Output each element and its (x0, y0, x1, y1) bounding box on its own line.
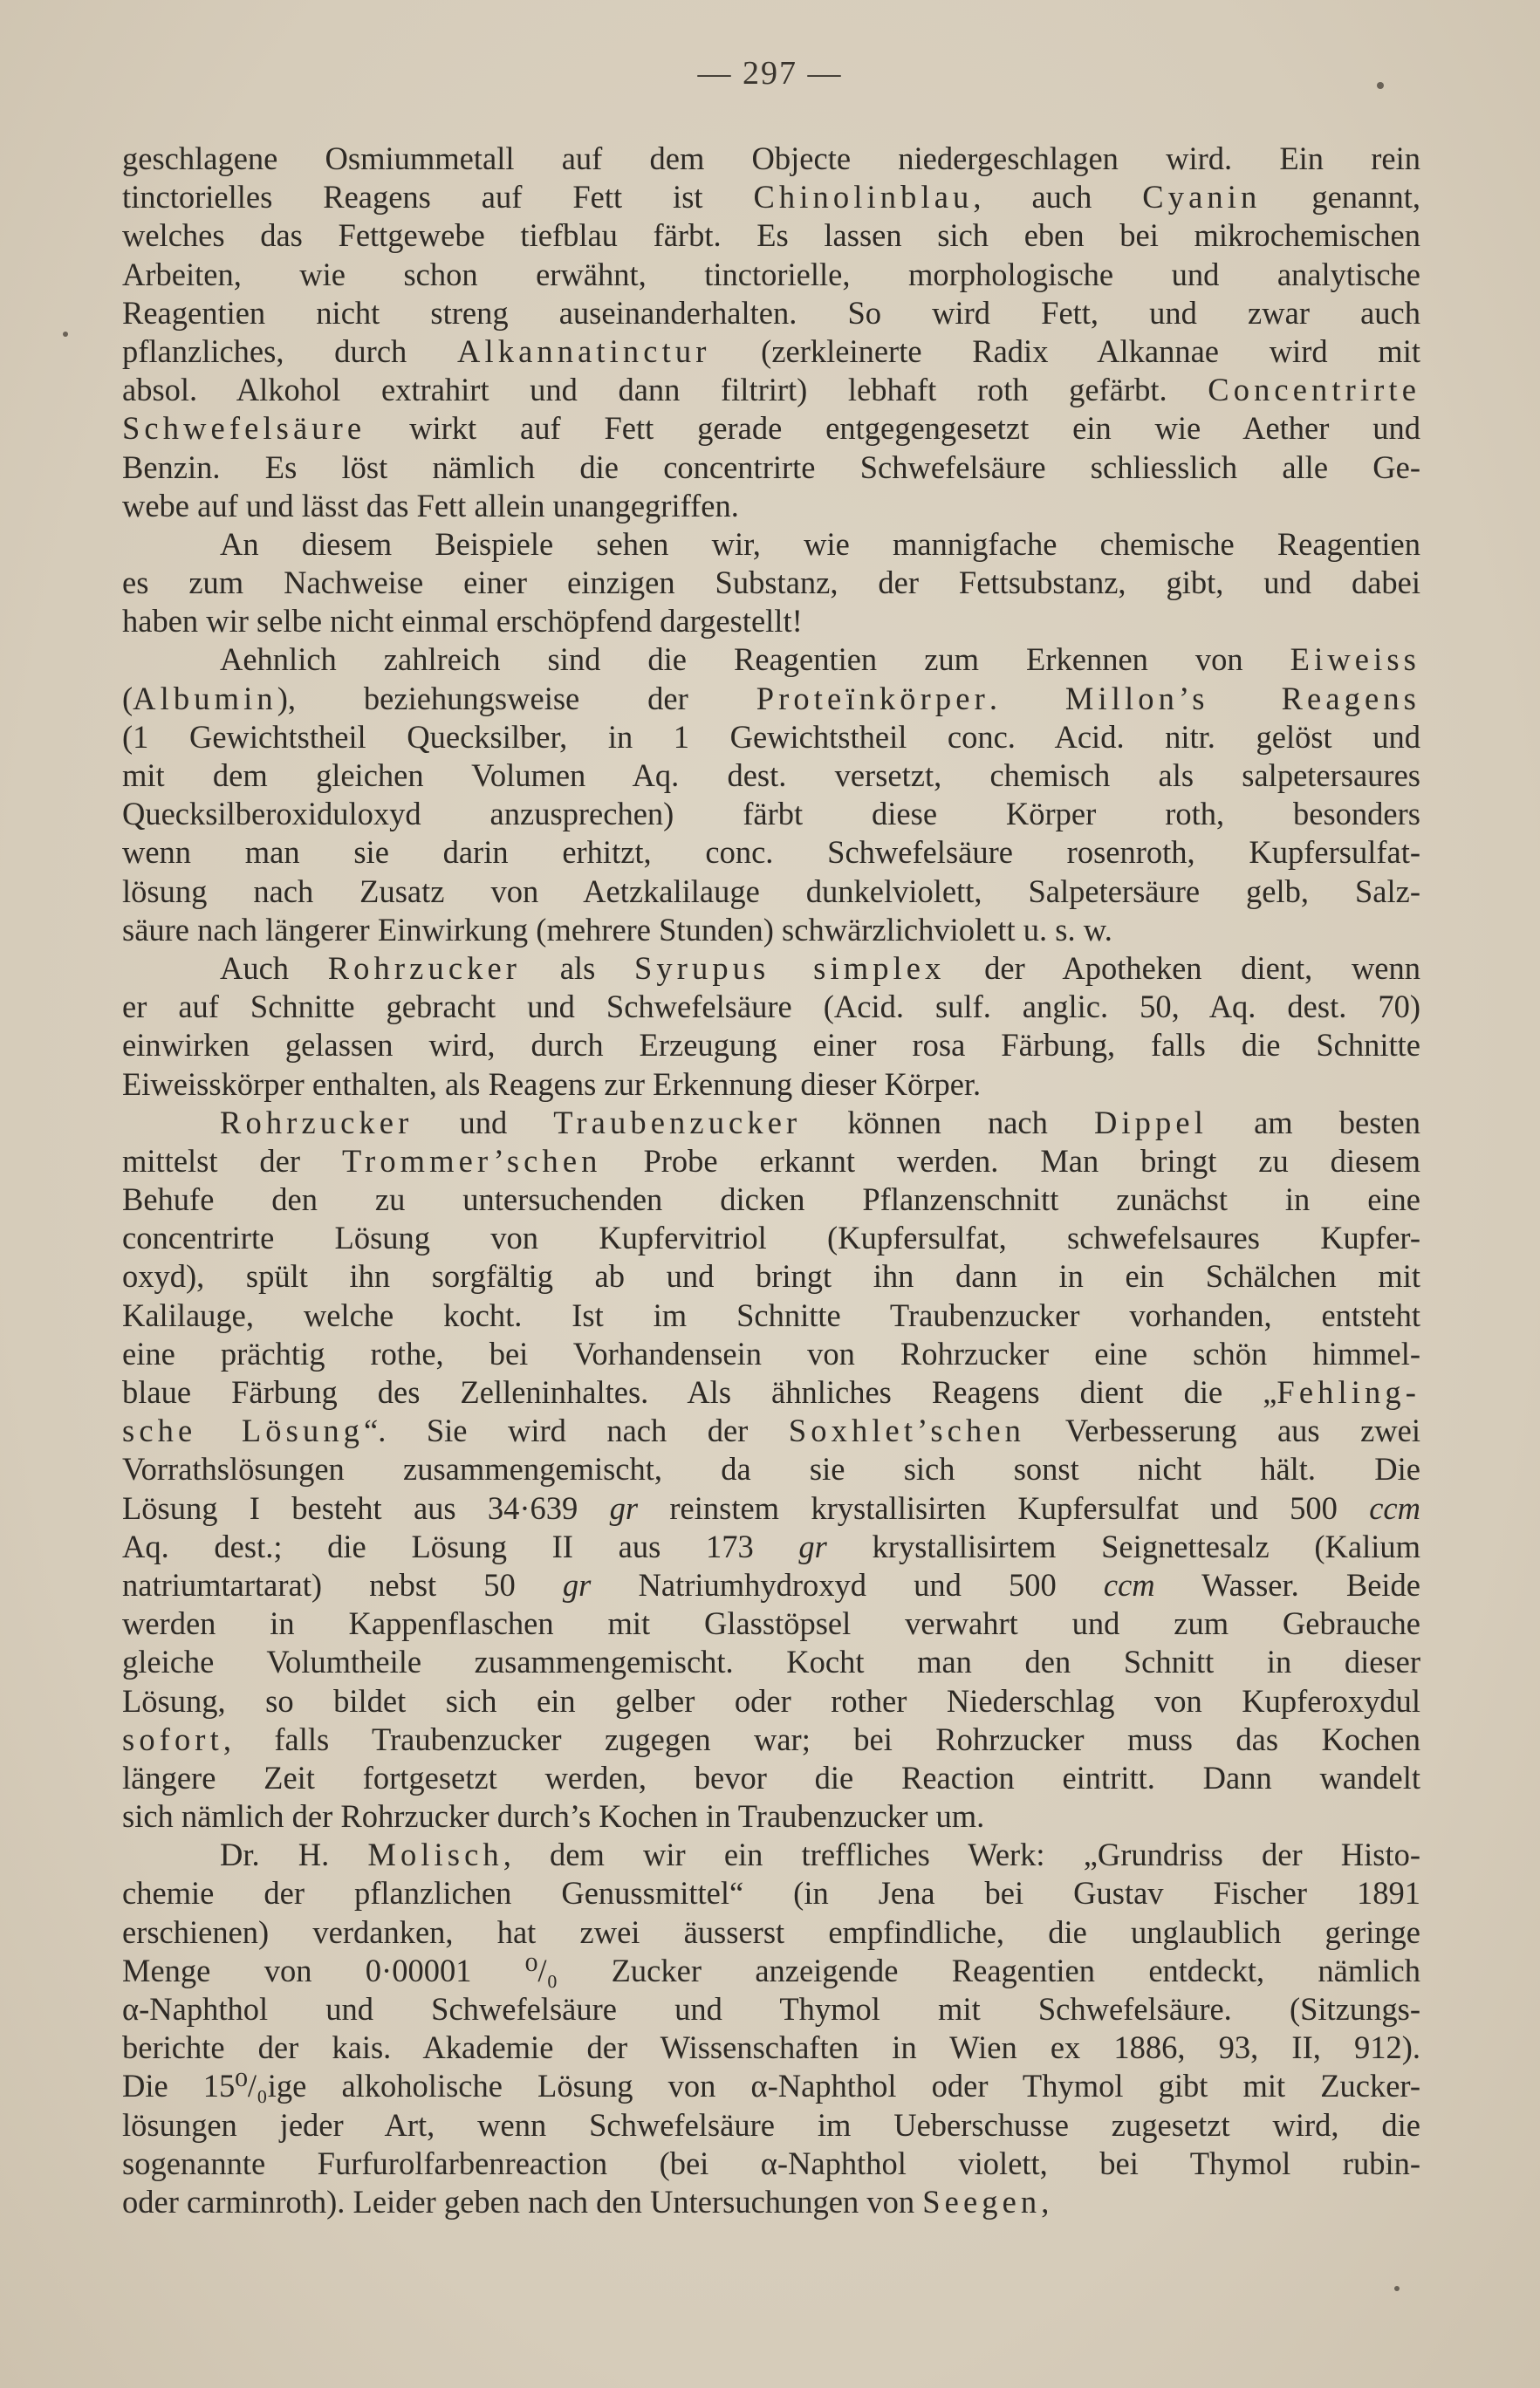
text-line (122, 178, 1420, 216)
text-run: Vorrathslösungen zusammengemischt, da sie sich sonst nicht hält. Die (122, 1451, 1420, 1488)
text-run: gleiche Volumtheile zusammengemischt. Kocht man den Schnitt in dieser (122, 1644, 1420, 1680)
text-run: längere Zeit fortgesetzt werden, bevor die Reaction eintritt. Dann wandelt (122, 1759, 1420, 1796)
text-line (122, 1643, 1420, 1681)
text-run: (zerkleinerte Radix Alkannae wird mit (710, 332, 1420, 369)
text-line (122, 1335, 1420, 1373)
text-run: geschlagene Osmiummetall auf dem Objecte niedergeschlagen wird. Ein rein (122, 140, 1420, 176)
spaced-term: sche Lösung (122, 1413, 365, 1449)
text-line (122, 409, 1420, 448)
text-line (122, 2067, 1420, 2105)
text-run: Menge von 0·00001 ⁰/₀ Zucker anzeigende Reagentien entdeckt, nämlich (122, 1952, 1420, 1988)
text-line (122, 1180, 1420, 1219)
text-line (122, 1797, 1420, 1836)
text-line (122, 1104, 1420, 1142)
text-line (122, 795, 1420, 833)
text-run: , dem wir ein treffliches Werk: „Grundriss der Histo- (503, 1837, 1420, 1873)
text-line (122, 1759, 1420, 1797)
text-run: er auf Schnitte gebracht und Schwefelsäure (Acid. sulf. anglic. 50, Aq. dest. 70) (122, 989, 1420, 1025)
text-run: krystallisirtem Seignettesalz (Kalium (826, 1528, 1420, 1564)
text-run: wirkt auf Fett gerade entgegengesetzt ein wie Aether und (366, 410, 1420, 447)
text-line (122, 1297, 1420, 1335)
paragraph (122, 1836, 1420, 2221)
text-line (122, 640, 1420, 679)
text-run: α-Naphthol und Schwefelsäure und Thymol mit Schwefelsäure. (Sitzungs- (122, 1991, 1420, 2027)
text-run: webe auf und lässt das Fett allein unangegriffen. (122, 487, 739, 523)
unit-italic: gr (798, 1528, 827, 1564)
text-run: pflanzliches, durch (122, 332, 457, 369)
text-run: Natriumhydroxyd und 500 (591, 1566, 1104, 1603)
text-run: der Apotheken dient, wenn (945, 949, 1421, 986)
text-run: mit dem gleichen Volumen Aq. dest. versetzt, chemisch als salpetersaures (122, 757, 1420, 793)
text-line (122, 1219, 1420, 1257)
print-speck (1394, 2286, 1400, 2291)
text-line (122, 564, 1420, 602)
text-line (122, 756, 1420, 795)
text-line (122, 2106, 1420, 2145)
text-run: oxyd), spült ihn sorgfältig ab und bringt ihn dann in ein Schälchen mit (122, 1258, 1420, 1295)
spaced-term: Proteïnkörper (756, 680, 989, 716)
print-speck (1377, 82, 1384, 89)
text-run: chemie der pflanzlichen Genussmittel“ (in Jena bei Gustav Fischer 1891 (122, 1875, 1420, 1912)
text-run: (1 Gewichtstheil Quecksilber, in 1 Gewichtstheil conc. Acid. nitr. gelöst und (122, 718, 1420, 755)
text-run: berichte der kais. Akademie der Wissenschaften in Wien ex 1886, 93, II, 912). (122, 2029, 1420, 2066)
text-run: sogenannte Furfurolfarbenreaction (bei α-Naphthol violett, bei Thymol rubin- (122, 2145, 1420, 2181)
spaced-term: Chinolinblau (753, 179, 974, 216)
spaced-term: Schwefelsäure (122, 410, 366, 447)
paragraph (122, 525, 1420, 641)
unit-italic: gr (562, 1566, 592, 1603)
spaced-term: Fehling- (1276, 1374, 1420, 1410)
text-run: oder carminroth). Leider geben nach den Untersuchungen von (122, 2183, 923, 2220)
text-run: “. Sie wird nach der (364, 1413, 789, 1449)
text-run: und (413, 1104, 554, 1140)
text-run: ( (122, 680, 133, 716)
text-line (122, 448, 1420, 487)
spaced-term: Molisch (367, 1837, 503, 1873)
text-line (122, 1952, 1420, 1990)
text-line (122, 1605, 1420, 1643)
text-line (122, 2029, 1420, 2067)
text-run: Aehnlich zahlreich sind die Reagentien zum Erkennen von (220, 641, 1290, 678)
text-line (122, 1026, 1420, 1064)
text-run: mittelst der (122, 1142, 342, 1179)
text-line (122, 949, 1420, 988)
text-line (122, 1373, 1420, 1412)
body-text (122, 140, 1420, 2221)
text-run: säure nach längerer Einwirkung (mehrere Stunden) schwärzlichviolett u. s. w. (122, 911, 1112, 948)
text-run: als (521, 949, 634, 986)
paragraph (122, 1104, 1420, 1837)
text-line (122, 256, 1420, 294)
spaced-term: Soxhlet’schen (788, 1413, 1026, 1449)
text-line (122, 487, 1420, 525)
text-run: Die 15⁰/₀ige alkoholische Lösung von α-Naphthol oder Thymol gibt mit Zucker- (122, 2068, 1420, 2104)
text-run: sich nämlich der Rohrzucker durch’s Kochen in Traubenzucker um. (122, 1798, 985, 1835)
text-line (122, 833, 1420, 872)
text-line (122, 140, 1420, 178)
text-run: haben wir selbe nicht einmal erschöpfend dargestellt! (122, 603, 803, 640)
text-run: genannt, (1261, 179, 1420, 216)
text-run: am besten (1207, 1104, 1420, 1140)
text-run: . (989, 680, 1065, 716)
spaced-term: Trommer’schen (341, 1142, 602, 1179)
text-run: Lösung I besteht aus 34·639 (122, 1489, 610, 1526)
spaced-term: Syrupus simplex (633, 949, 946, 986)
text-line (122, 371, 1420, 409)
text-run: ), beziehungsweise der (277, 680, 756, 716)
text-line (122, 1412, 1420, 1450)
text-run: Behufe den zu untersuchenden dicken Pflanzenschnitt zunächst in eine (122, 1181, 1420, 1218)
text-run: werden in Kappenflaschen mit Glasstöpsel verwahrt und zum Gebrauche (122, 1605, 1420, 1642)
spaced-term: Millon’s Reagens (1064, 680, 1420, 716)
text-run: Auch (220, 949, 328, 986)
text-line (122, 332, 1420, 371)
text-line (122, 718, 1420, 756)
text-run: einwirken gelassen wird, durch Erzeugung einer rosa Färbung, falls die Schnitte (122, 1027, 1420, 1064)
text-line (122, 1913, 1420, 1952)
spaced-term: Seegen (922, 2183, 1042, 2220)
spaced-term: Rohrzucker (220, 1104, 414, 1140)
text-run: natriumtartarat) nebst 50 (122, 1566, 563, 1603)
text-line (122, 1528, 1420, 1566)
text-run: können nach (801, 1104, 1094, 1140)
text-run: concentrirte Lösung von Kupfervitriol (Kupfersulfat, schwefelsaures Kupfer- (122, 1220, 1420, 1256)
text-run: , falls Traubenzucker zugegen war; bei Rohrzucker muss das Kochen (222, 1721, 1420, 1757)
text-line (122, 988, 1420, 1026)
text-line (122, 525, 1420, 564)
text-line (122, 1065, 1420, 1104)
unit-italic: ccm (1103, 1566, 1155, 1603)
text-run: blaue Färbung des Zelleninhaltes. Als ähnliches Reagens dient die „ (122, 1374, 1277, 1410)
text-run: lösung nach Zusatz von Aetzkalilauge dunkelviolett, Salpetersäure gelb, Salz- (122, 872, 1420, 909)
spaced-term: Cyanin (1142, 179, 1262, 216)
text-run: erschienen) verdanken, hat zwei äusserst empfindliche, die unglaublich geringe (122, 1913, 1420, 1950)
text-line (122, 1874, 1420, 1912)
text-run: tinctorielles Reagens auf Fett ist (122, 179, 754, 216)
text-run: Aq. dest.; die Lösung II aus 173 (122, 1528, 799, 1564)
text-line (122, 2145, 1420, 2183)
text-line (122, 1836, 1420, 1874)
text-run: Benzin. Es löst nämlich die concentrirte Schwefelsäure schliesslich alle Ge- (122, 448, 1420, 485)
text-line (122, 1682, 1420, 1721)
text-line (122, 1450, 1420, 1488)
page-number: — 297 — (697, 55, 843, 92)
spaced-term: Dippel (1093, 1104, 1208, 1140)
text-line (122, 1721, 1420, 1759)
paragraph (122, 140, 1420, 525)
text-run: wenn man sie darin erhitzt, conc. Schwefelsäure rosenroth, Kupfersulfat- (122, 834, 1420, 871)
text-line (122, 1566, 1420, 1605)
text-run: es zum Nachweise einer einzigen Substanz, der Fettsubstanz, gibt, und dabei (122, 564, 1420, 601)
text-run: eine prächtig rothe, bei Vorhandensein von Rohrzucker eine schön himmel- (122, 1335, 1420, 1372)
text-line (122, 602, 1420, 640)
text-line (122, 1142, 1420, 1180)
text-run: reinstem krystallisirten Kupfersulfat und 500 (638, 1489, 1370, 1526)
text-run: Kalilauge, welche kocht. Ist im Schnitte Traubenzucker vorhanden, entsteht (122, 1297, 1420, 1333)
text-run: Eiweisskörper enthalten, als Reagens zur Erkennung dieser Körper. (122, 1065, 982, 1102)
text-run: Dr. H. (220, 1837, 368, 1873)
text-line (122, 680, 1420, 718)
text-run: Probe erkannt werden. Man bringt zu diesem (601, 1142, 1420, 1179)
spaced-term: Albumin (133, 680, 277, 716)
print-speck (63, 332, 68, 337)
spaced-term: Traubenzucker (553, 1104, 802, 1140)
spaced-term: Eiweiss (1290, 641, 1420, 678)
text-run: Quecksilberoxiduloxyd anzusprechen) färbt diese Körper roth, besonders (122, 796, 1420, 832)
text-run: Arbeiten, wie schon erwähnt, tinctorielle, morphologische und analytische (122, 256, 1420, 292)
text-run: Lösung, so bildet sich ein gelber oder rother Niederschlag von Kupferoxydul (122, 1682, 1420, 1719)
text-run: Verbesserung aus zwei (1025, 1413, 1420, 1449)
text-line (122, 1489, 1420, 1528)
text-run: welches das Fettgewebe tiefblau färbt. Es lassen sich eben bei mikrochemischen (122, 217, 1420, 254)
paragraph (122, 640, 1420, 949)
text-line (122, 2183, 1420, 2221)
text-run: , auch (973, 179, 1143, 216)
unit-italic: gr (609, 1489, 639, 1526)
text-run: Reagentien nicht streng auseinanderhalten. So wird Fett, und zwar auch (122, 294, 1420, 331)
text-run: absol. Alkohol extrahirt und dann filtrirt) lebhaft roth gefärbt. (122, 372, 1208, 408)
spaced-term: Concentrirte (1208, 372, 1420, 408)
spaced-term: Alkannatinctur (456, 332, 711, 369)
text-line (122, 872, 1420, 911)
text-line (122, 216, 1420, 255)
text-run: , (1041, 2183, 1050, 2220)
text-line (122, 1257, 1420, 1296)
text-line (122, 294, 1420, 332)
text-run: Wasser. Beide (1154, 1566, 1420, 1603)
text-run: An diesem Beispiele sehen wir, wie mannigfache chemische Reagentien (220, 525, 1420, 562)
text-line (122, 1990, 1420, 2029)
text-run: lösungen jeder Art, wenn Schwefelsäure im Ueberschusse zugesetzt wird, die (122, 2106, 1420, 2143)
spaced-term: Rohrzucker (327, 949, 522, 986)
unit-italic: ccm (1369, 1489, 1420, 1526)
text-line (122, 911, 1420, 949)
spaced-term: sofort (122, 1721, 223, 1757)
paragraph (122, 949, 1420, 1104)
